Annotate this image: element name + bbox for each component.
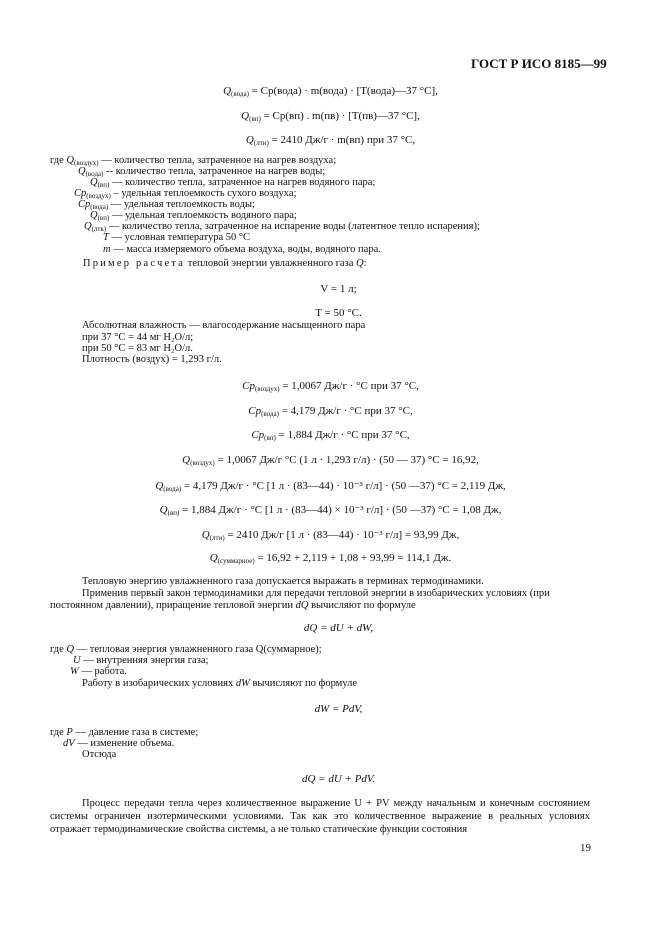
formula-sub: (вп): [264, 434, 276, 442]
document-header: ГОСТ Р ИСО 8185—99: [471, 56, 607, 71]
formula-rhs: = 2410 Дж/г [1 л · (83—44) · 10⁻³ г/л] = 93,99 Дж,: [224, 529, 460, 541]
def-text: – удельная теплоемкость сухого воздуха;: [113, 188, 297, 199]
formula-rhs: = 16,92 + 2,119 + 1,08 + 93,99 = 114,1 Дж.: [254, 552, 452, 564]
def-text: — работа.: [81, 666, 127, 677]
text: постоянном давлении), приращение тепловой энергии: [50, 600, 296, 611]
formula-q-vapor: [0, 110, 661, 123]
formula-lhs: Q: [245, 134, 254, 146]
humidity-50: при 50 °C = 83 мг H₂O/л.: [82, 343, 193, 354]
calc-formula-total: [0, 552, 661, 565]
example-heading: [83, 258, 367, 269]
def-sub: (воздух): [74, 159, 99, 167]
def-text: — условная температура 50 °C: [111, 232, 251, 243]
formula-rhs: = Cp(вп) . m(пв) · [T(пв)—37 °C],: [260, 110, 420, 122]
calc-formula: [0, 503, 661, 517]
formula-lhs: Q: [201, 529, 210, 541]
def-prefix: где: [50, 155, 64, 166]
example-heading-spaced: Пример расчета: [83, 258, 186, 269]
def-text: — удельная теплоемкость водяного пара;: [111, 210, 297, 221]
formula-rhs: = Cp(вода) · m(вода) · [T(вода)—37 °C],: [248, 85, 438, 97]
def-prefix: где: [50, 644, 64, 655]
def-text: — количество тепла, затраченное на испарение воды (латентное тепло испарения);: [108, 221, 480, 232]
formula-sub: (лти): [253, 139, 269, 147]
def-text: — внутренняя энергия газа;: [83, 655, 209, 666]
text: Работу в изобарических условиях: [82, 678, 236, 689]
calc-formula: [0, 405, 661, 418]
formula-lhs: Cp: [248, 405, 262, 417]
calc-formula: [0, 479, 661, 493]
formula-sub: (воздух): [254, 385, 280, 393]
def-text: — масса измеряемого объема воздуха, воды, водяного пара.: [113, 244, 381, 255]
def-text: — удельная теплоемкость воды;: [110, 199, 255, 210]
formula-sub: (вода): [163, 485, 182, 493]
work-line: [82, 678, 357, 689]
formula-sub: (вода): [231, 90, 249, 98]
formula-lhs: Q: [155, 480, 164, 492]
def-text: — тепловая энергия увлажненного газа Q(суммарное);: [76, 644, 322, 655]
equation-dq-dw: dQ = dU + dW,: [303, 622, 374, 634]
def-symbol: Cp: [74, 188, 87, 199]
def-text: — давление газа в системе;: [75, 727, 199, 738]
def-symbol: Q: [78, 166, 86, 177]
formula-rhs: = 1,0067 Дж/г °C (1 л · 1,293 г/л) · (50 — 37) °C = 16,92,: [214, 454, 479, 466]
def-symbol: T: [103, 232, 109, 243]
formula-rhs: = 4,179 Дж/г · °C при 37 °C,: [278, 405, 413, 417]
def-sub: (вода): [90, 203, 109, 211]
calc-formula: [0, 380, 661, 393]
def-symbol: Q: [84, 221, 92, 232]
def-symbol: m: [103, 244, 111, 255]
symbol: dW: [235, 678, 250, 689]
def-sub: (вп): [97, 214, 110, 222]
air-density: Плотность (воздух) = 1,293 г/л.: [82, 354, 222, 365]
example-heading-end: :: [363, 258, 367, 269]
def-sub: (лтк): [91, 225, 107, 233]
formula-rhs: = 4,179 Дж/г · °C [1 л · (83—44) · 10⁻³ г/л] · (50 —37) °C = 2,119 Дж,: [181, 480, 506, 492]
formula-rhs: = 1,884 Дж/г · °C при 37 °C,: [275, 429, 410, 441]
where-item: [63, 738, 174, 749]
text: вычисляют по формуле: [308, 600, 416, 611]
def-symbol: Q: [90, 177, 98, 188]
thermo-paragraph-1: Тепловую энергию увлажненного газа допускается выражать в терминах термодинамики.: [82, 576, 484, 587]
def-text: -- количество тепла, затраченное на нагрев воды;: [106, 166, 326, 177]
calc-formula: [0, 528, 661, 542]
formula-rhs: = 1,884 Дж/г · °C [1 л · (83—44) × 10⁻³ г/л] · (50 —37) °C = 1,08 Дж,: [179, 504, 502, 516]
page-number: 19: [580, 842, 591, 854]
thermo-paragraph-2-line-2: [50, 600, 416, 611]
def-sub: (воздух): [86, 192, 111, 200]
formula-rhs: = 1,0067 Дж/г · °C при 37 °C,: [279, 380, 419, 392]
definition-item: [103, 232, 250, 243]
where-item: [50, 644, 322, 655]
def-symbol: W: [70, 666, 79, 677]
where-item: [73, 655, 208, 666]
text: вычисляют по формуле: [249, 678, 358, 689]
equation-dq-pdv: dQ = dU + PdV.: [301, 773, 375, 785]
def-symbol: Q: [90, 210, 98, 221]
hence-label: Отсюда: [82, 749, 117, 760]
formula-lhs: Q: [209, 552, 218, 564]
example-heading-text: тепловой энергии увлажненного газа: [185, 258, 357, 269]
def-text: — количество тепла, затраченное на нагрев воздуха;: [101, 155, 337, 166]
where-item: [50, 727, 198, 738]
example-temperature: T = 50 °C.: [315, 307, 362, 319]
thermo-paragraph-2-line-1: Применив первый закон термодинамики для передачи тепловой энергии в изобарических условиях (при: [82, 588, 550, 599]
equation-dw: dW = PdV,: [314, 703, 363, 715]
formula-lhs: Q: [223, 85, 232, 97]
formula-sub: (вп): [167, 509, 180, 517]
def-symbol: P: [66, 727, 73, 738]
process-paragraph: Процесс передачи тепла через количественное выражение U + PV между начальным и конечным состоянием системы ограничен изотермическими условиями. Так как это количественное выражение в реальных условиях отражает термодинамические свойства системы, а не только статические функции состояния: [50, 798, 590, 835]
where-item: [70, 666, 127, 677]
symbol: dQ: [295, 600, 309, 611]
example-volume: V = 1 л;: [320, 283, 357, 295]
formula-sub: (вода): [261, 410, 279, 418]
example-heading-symbol: Q: [356, 258, 364, 269]
humidity-line: Абсолютная влажность — влагосодержание насыщенного пара: [82, 320, 366, 331]
humidity-37: при 37 °C = 44 мг H₂O/л;: [82, 332, 194, 343]
def-sub: (вода): [85, 170, 104, 178]
def-symbol: Cp: [78, 199, 91, 210]
def-sub: (вп): [97, 181, 110, 189]
formula-q-latent: [0, 134, 661, 147]
def-symbol: Q: [66, 644, 75, 655]
formula-sub: (вп): [249, 115, 261, 123]
def-symbol: Q: [66, 155, 75, 166]
def-prefix: где: [50, 727, 64, 738]
def-symbol: U: [73, 655, 81, 666]
formula-q-water: [0, 85, 661, 98]
calc-formula: [0, 454, 661, 467]
formula-rhs: = 2410 Дж/г · m(вп) при 37 °C,: [268, 134, 416, 146]
formula-lhs: Q: [241, 110, 250, 122]
formula-lhs: Q: [159, 504, 168, 516]
formula-lhs: Q: [182, 454, 191, 466]
definition-item: [103, 244, 381, 255]
formula-sub: (суммарное): [217, 557, 255, 565]
formula-lhs: Cp: [242, 380, 255, 392]
formula-sub: (воздух): [190, 459, 215, 467]
formula-lhs: Cp: [251, 429, 265, 441]
formula-sub: (лти): [209, 534, 225, 542]
def-text: — количество тепла, затраченное на нагрев водяного пара;: [111, 177, 376, 188]
def-symbol: dV: [63, 738, 75, 749]
calc-formula: [0, 429, 661, 442]
def-text: — изменение объема.: [77, 738, 175, 749]
